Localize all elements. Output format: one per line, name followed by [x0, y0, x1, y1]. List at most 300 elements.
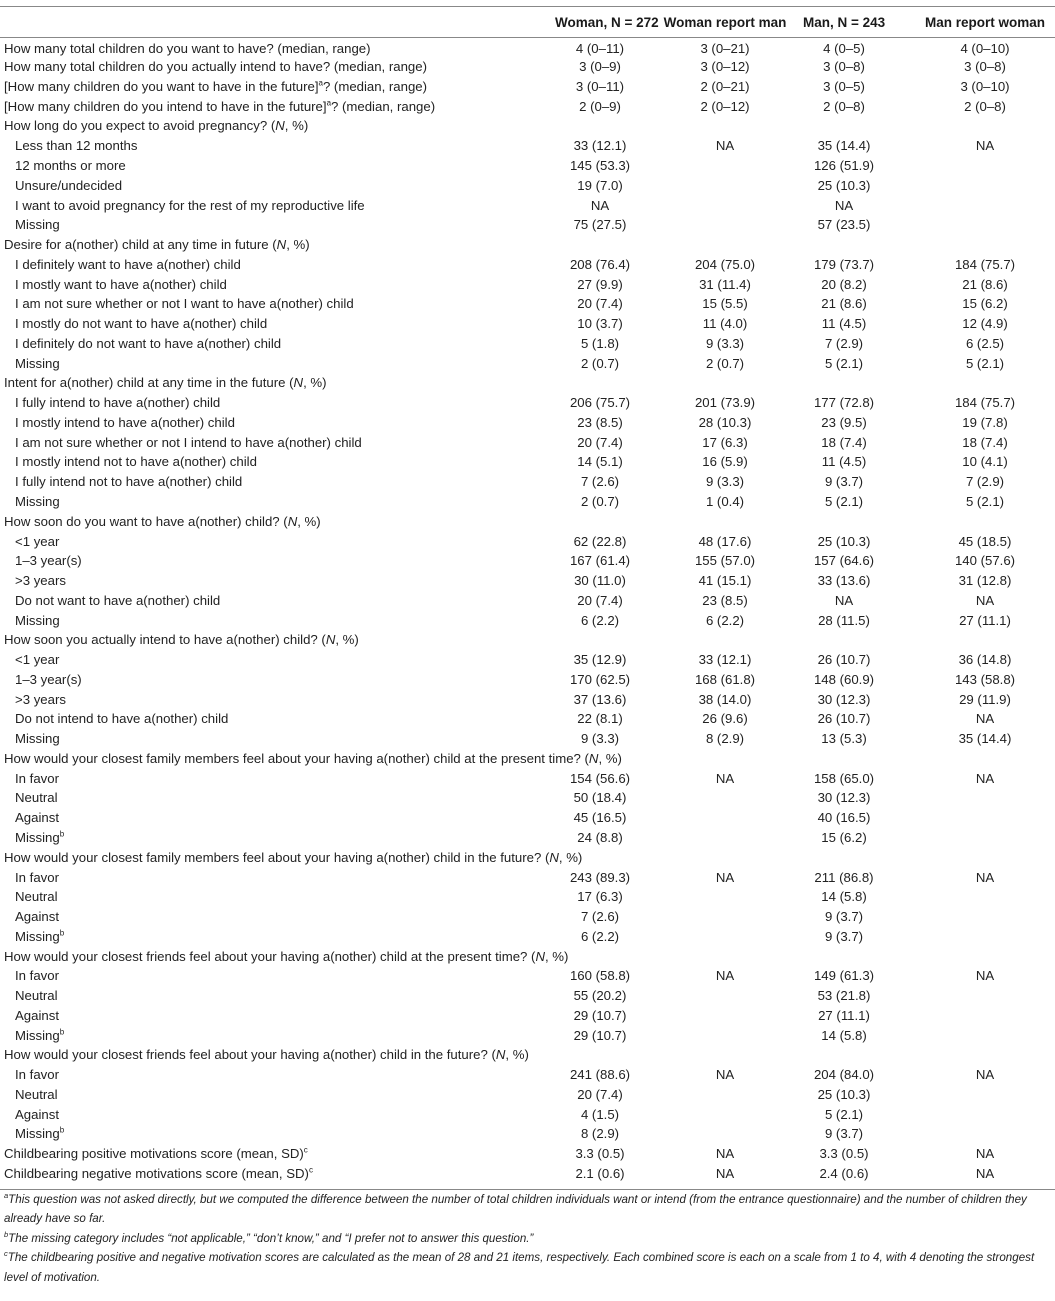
cell-value: 25 (10.3)	[817, 177, 871, 193]
table-row-item	[0, 1006, 1055, 1026]
row-label-suffix: , %)	[284, 118, 309, 134]
cell-value	[915, 808, 1055, 828]
table-row-section	[0, 235, 1055, 255]
cell-value	[915, 176, 1055, 196]
cell-value	[545, 512, 655, 532]
row-label	[0, 512, 545, 532]
cell-value: 7 (2.6)	[580, 474, 620, 490]
cell-value: 20 (7.4)	[577, 434, 623, 450]
row-label-text: Neutral	[15, 889, 58, 905]
row-label-text: 1–3 year(s)	[15, 553, 82, 569]
cell-value: 201 (73.9)	[694, 395, 756, 411]
cell-value: 21 (8.6)	[962, 276, 1008, 292]
cell-value	[915, 215, 1055, 235]
table-row-section	[0, 1144, 1055, 1164]
cell-value	[655, 947, 795, 967]
cell-value: 2 (0–8)	[823, 98, 865, 114]
table-row-item	[0, 472, 1055, 492]
row-label	[0, 374, 545, 394]
cell-value: 19 (7.8)	[962, 414, 1008, 430]
row-label	[0, 1006, 545, 1026]
cell-value	[655, 1105, 795, 1125]
cell-value	[915, 1085, 1055, 1105]
row-label-text: Intent for a(nother) child at any time in the future (	[4, 375, 294, 391]
row-label-text: How long do you expect to avoid pregnancy? (	[4, 118, 276, 134]
footnote	[0, 1229, 1055, 1249]
row-label-text: Against	[15, 810, 59, 826]
row-label-text: Missing	[15, 1126, 60, 1142]
cell-value: 3 (0–12)	[700, 59, 750, 75]
cell-value	[795, 1046, 915, 1066]
row-label	[0, 393, 545, 413]
row-label	[0, 156, 545, 176]
cell-value: 2 (0–9)	[579, 98, 621, 114]
row-label-text: 1–3 year(s)	[15, 671, 82, 687]
cell-value	[655, 196, 795, 216]
cell-value: NA	[975, 968, 995, 984]
table-row-section	[0, 1164, 1055, 1184]
cell-value: 35 (14.4)	[817, 138, 871, 154]
cell-value: 160 (58.8)	[569, 968, 631, 984]
cell-value: 33 (13.6)	[817, 573, 871, 589]
cell-value	[915, 1006, 1055, 1026]
row-label-text: I am not sure whether or not I want to have a(nother) child	[15, 296, 354, 312]
footnotes	[0, 1190, 1055, 1288]
cell-value: 35 (12.9)	[573, 652, 627, 668]
cell-value: 5 (1.8)	[580, 335, 620, 351]
cell-value: 50 (18.4)	[573, 790, 627, 806]
cell-value: 20 (7.4)	[577, 592, 623, 608]
cell-value	[655, 1085, 795, 1105]
cell-value: 167 (61.4)	[569, 553, 631, 569]
table-row-item	[0, 275, 1055, 295]
footnote-marker: c	[303, 1145, 308, 1155]
table-row-item	[0, 156, 1055, 176]
table-row-section	[0, 512, 1055, 532]
cell-value: 28 (10.3)	[698, 414, 752, 430]
cell-value: 4 (0–5)	[823, 41, 865, 57]
cell-value: 2 (0.7)	[705, 355, 745, 371]
table-row-item	[0, 1026, 1055, 1046]
row-label	[0, 1046, 545, 1066]
cell-value: 27 (11.1)	[818, 1007, 870, 1023]
table-row-item	[0, 986, 1055, 1006]
cell-value: NA	[715, 1067, 735, 1083]
table-row-section	[0, 848, 1055, 868]
row-label-suffix: ? (median, range)	[331, 98, 436, 114]
row-label-text: >3 years	[15, 573, 66, 589]
row-label	[0, 907, 545, 927]
cell-value: 179 (73.7)	[813, 256, 875, 272]
cell-value	[915, 156, 1055, 176]
cell-value: 4 (0–10)	[960, 41, 1010, 57]
table-row-item	[0, 1125, 1055, 1145]
cell-value	[655, 808, 795, 828]
cell-value	[915, 117, 1055, 137]
table-row-section	[0, 374, 1055, 394]
cell-value: 30 (12.3)	[817, 691, 871, 707]
row-label	[0, 868, 545, 888]
table-row-item	[0, 927, 1055, 947]
cell-value	[655, 828, 795, 848]
table-row-item	[0, 453, 1055, 473]
row-label	[0, 591, 545, 611]
table-row-item	[0, 294, 1055, 314]
table-body	[0, 38, 1055, 1184]
cell-value: NA	[975, 138, 995, 154]
row-label	[0, 710, 545, 730]
row-label-text: Childbearing negative motivations score (mean, SD)	[4, 1166, 309, 1182]
row-label-suffix: , %)	[335, 632, 359, 648]
row-label-suffix: , %)	[558, 849, 583, 865]
cell-value: NA	[975, 869, 995, 885]
row-label-text: Missing	[15, 731, 60, 747]
row-label	[0, 828, 545, 848]
cell-value: 16 (5.9)	[702, 454, 748, 470]
footnote-mark: c	[4, 1249, 8, 1259]
cell-value: 6 (2.2)	[580, 928, 620, 944]
cell-value: 19 (7.0)	[577, 177, 623, 193]
table-header	[0, 7, 1055, 38]
cell-value	[915, 235, 1055, 255]
cell-value	[655, 1006, 795, 1026]
row-label-text: I definitely do not want to have a(nother) child	[15, 335, 282, 351]
cell-value	[795, 848, 915, 868]
cell-value: NA	[975, 1146, 995, 1162]
cell-value: 57 (23.5)	[817, 217, 871, 233]
cell-value: NA	[715, 1166, 735, 1182]
footnote	[0, 1190, 1055, 1229]
table-row-item	[0, 611, 1055, 631]
cell-value: 1 (0.4)	[705, 493, 745, 509]
row-label-suffix: , %)	[297, 513, 321, 529]
row-label	[0, 1065, 545, 1085]
cell-value	[545, 117, 655, 137]
table-row-item	[0, 215, 1055, 235]
cell-value: 33 (12.1)	[573, 138, 627, 154]
row-label-italic: N	[325, 632, 336, 648]
row-label-text: Missing	[15, 830, 60, 845]
cell-value: 10 (3.7)	[577, 316, 623, 332]
cell-value	[915, 374, 1055, 394]
data-table	[0, 6, 1055, 1184]
table-row-item	[0, 176, 1055, 196]
cell-value	[795, 117, 915, 137]
row-label-text: Desire for a(nother) child at any time in future (	[4, 237, 277, 253]
row-label-text: How would your closest friends feel about your having a(nother) child at the present time? (	[4, 948, 536, 964]
table-row-section	[0, 38, 1055, 58]
cell-value: 33 (12.1)	[698, 652, 752, 668]
cell-value: 9 (3.7)	[824, 909, 864, 925]
cell-value	[915, 1105, 1055, 1125]
row-label-text: I fully intend not to have a(nother) child	[15, 474, 243, 490]
cell-value: NA	[975, 592, 995, 608]
row-label	[0, 255, 545, 275]
table-row-item	[0, 710, 1055, 730]
cell-value: 18 (7.4)	[821, 434, 867, 450]
cell-value: 31 (12.8)	[958, 573, 1012, 589]
cell-value: 206 (75.7)	[569, 395, 631, 411]
cell-value: 145 (53.3)	[569, 157, 631, 173]
cell-value: 149 (61.3)	[813, 968, 875, 984]
cell-value: 11 (4.5)	[821, 454, 867, 470]
cell-value: 184 (75.7)	[954, 395, 1016, 411]
cell-value: 154 (56.6)	[569, 770, 631, 786]
row-label-text: Missing	[15, 217, 60, 233]
table-row-item	[0, 196, 1055, 216]
cell-value: 29 (10.7)	[573, 1007, 627, 1023]
cell-value: 184 (75.7)	[954, 256, 1016, 272]
cell-value	[915, 749, 1055, 769]
cell-value: 23 (8.5)	[577, 414, 623, 430]
row-label	[0, 551, 545, 571]
cell-value: 9 (3.3)	[705, 335, 745, 351]
cell-value: 27 (9.9)	[577, 276, 623, 292]
row-label-text: Missing	[15, 612, 60, 628]
header-man-report-woman: Man report woman	[924, 14, 1045, 30]
row-label-italic: N	[293, 375, 304, 391]
cell-value: NA	[975, 1166, 995, 1182]
cell-value	[655, 374, 795, 394]
cell-value: 27 (11.1)	[959, 612, 1011, 628]
row-label	[0, 571, 545, 591]
cell-value: 2 (0–12)	[700, 98, 750, 114]
cell-value	[915, 1046, 1055, 1066]
footnote-marker: b	[59, 1126, 65, 1136]
row-label	[0, 433, 545, 453]
cell-value: 9 (3.7)	[824, 474, 864, 490]
row-label	[0, 1085, 545, 1105]
table-row-item	[0, 433, 1055, 453]
cell-value: 6 (2.5)	[965, 335, 1005, 351]
table-row-item	[0, 887, 1055, 907]
row-label	[0, 986, 545, 1006]
cell-value	[915, 789, 1055, 809]
cell-value: 25 (10.3)	[817, 533, 871, 549]
row-label	[0, 1105, 545, 1125]
row-label-text: How many total children do you want to have? (median, range)	[4, 41, 371, 57]
row-label-text: [How many children do you want to have in the future]	[4, 78, 319, 94]
cell-value: 30 (11.0)	[574, 573, 626, 589]
cell-value	[915, 907, 1055, 927]
cell-value: 204 (84.0)	[813, 1067, 875, 1083]
cell-value: 5 (2.1)	[965, 493, 1005, 509]
cell-value: 17 (6.3)	[577, 889, 623, 905]
cell-value: NA	[715, 869, 735, 885]
row-label	[0, 532, 545, 552]
cell-value: 53 (21.8)	[817, 988, 871, 1004]
cell-value: 75 (27.5)	[573, 217, 627, 233]
cell-value: 6 (2.2)	[705, 612, 745, 628]
table-row-item	[0, 690, 1055, 710]
row-label	[0, 650, 545, 670]
cell-value: 3 (0–8)	[964, 59, 1006, 75]
row-label	[0, 729, 545, 749]
cell-value: 21 (8.6)	[821, 296, 867, 312]
row-label-text: Missing	[15, 355, 60, 371]
cell-value	[795, 947, 915, 967]
row-label	[0, 966, 545, 986]
row-label-text: Missing	[15, 493, 60, 509]
row-label	[0, 314, 545, 334]
row-label	[0, 57, 545, 77]
cell-value: 204 (75.0)	[694, 256, 756, 272]
cell-value	[795, 630, 915, 650]
table-row-section	[0, 117, 1055, 137]
cell-value	[545, 630, 655, 650]
row-label	[0, 749, 622, 769]
cell-value	[655, 235, 795, 255]
cell-value: NA	[975, 711, 995, 727]
row-label-text: How would your closest friends feel about your having a(nother) child in the future? (	[4, 1047, 496, 1063]
row-label-italic: N	[535, 948, 545, 964]
cell-value	[545, 1046, 655, 1066]
table-row-item	[0, 670, 1055, 690]
cell-value: 157 (64.6)	[813, 553, 875, 569]
row-label	[0, 769, 545, 789]
row-label-text: I definitely want to have a(nother) child	[15, 256, 241, 272]
row-label-italic: N	[287, 513, 298, 529]
cell-value: 2 (0.7)	[580, 355, 620, 371]
cell-value: 2 (0–21)	[700, 78, 750, 94]
cell-value: 26 (9.6)	[702, 711, 748, 727]
cell-value: 5 (2.1)	[965, 355, 1005, 371]
cell-value: 31 (11.4)	[699, 276, 751, 292]
row-label-text: Do not intend to have a(nother) child	[15, 711, 229, 727]
cell-value	[915, 630, 1055, 650]
row-label-text: I want to avoid pregnancy for the rest of my reproductive life	[15, 197, 365, 213]
cell-value	[795, 512, 915, 532]
cell-value: NA	[715, 1146, 735, 1162]
cell-value: 20 (8.2)	[821, 276, 867, 292]
row-label-text: I mostly intend to have a(nother) child	[15, 414, 235, 430]
cell-value: 155 (57.0)	[694, 553, 756, 569]
cell-value: 9 (3.7)	[824, 1126, 864, 1142]
cell-value	[915, 828, 1055, 848]
cell-value: 3 (0–11)	[575, 78, 625, 94]
header-row	[0, 7, 1055, 38]
cell-value	[655, 156, 795, 176]
row-label-text: I fully intend to have a(nother) child	[15, 395, 221, 411]
cell-value: 7 (2.6)	[580, 909, 620, 925]
cell-value: 37 (13.6)	[573, 691, 627, 707]
cell-value: 7 (2.9)	[824, 335, 864, 351]
cell-value: NA	[715, 770, 735, 786]
table-row-item	[0, 413, 1055, 433]
table-row-item	[0, 769, 1055, 789]
cell-value	[795, 749, 915, 769]
cell-value: 208 (76.4)	[569, 256, 631, 272]
cell-value: 15 (6.2)	[821, 830, 867, 845]
row-label-italic: N	[275, 118, 285, 134]
row-label	[0, 215, 545, 235]
cell-value: 5 (2.1)	[824, 355, 864, 371]
cell-value: 2.1 (0.6)	[575, 1166, 625, 1182]
cell-value	[655, 1046, 795, 1066]
row-label	[0, 492, 545, 512]
table-row-item	[0, 334, 1055, 354]
row-label	[0, 117, 545, 137]
header-label-column	[0, 7, 545, 38]
cell-value	[795, 374, 915, 394]
row-label-italic: N	[588, 750, 599, 766]
row-label-suffix: ? (median, range)	[322, 78, 428, 94]
row-label-suffix: , %)	[286, 237, 310, 253]
row-label-text: How would your closest family members feel about your having a(nother) child in the future? (	[4, 849, 550, 865]
cell-value: 9 (3.7)	[824, 928, 864, 944]
table-row-item	[0, 966, 1055, 986]
cell-value: 23 (9.5)	[821, 414, 867, 430]
footnote-marker: b	[59, 1027, 65, 1037]
cell-value: 158 (65.0)	[813, 770, 875, 786]
cell-value: 211 (86.8)	[814, 869, 874, 885]
cell-value: 22 (8.1)	[577, 711, 623, 727]
cell-value	[655, 749, 795, 769]
cell-value: 143 (58.8)	[954, 671, 1016, 687]
table-row-section	[0, 1046, 1055, 1066]
row-label	[0, 275, 545, 295]
row-label-text: Neutral	[15, 988, 58, 1004]
table-row-section	[0, 57, 1055, 77]
row-label	[0, 690, 545, 710]
cell-value	[655, 1125, 795, 1145]
table-row-item	[0, 492, 1055, 512]
cell-value: 20 (7.4)	[577, 1086, 623, 1102]
row-label-text: <1 year	[15, 652, 60, 668]
cell-value: NA	[715, 968, 735, 984]
table-row-item	[0, 551, 1055, 571]
row-label	[0, 1164, 545, 1184]
cell-value	[655, 887, 795, 907]
footnote-text: The childbearing positive and negative motivation scores are calculated as the mean of 28 and 21 items, respectively. Each combined score is each on a scale from 1 to 4, with 4 denoting the strongest level of motivation.	[4, 1251, 1035, 1284]
cell-value	[655, 927, 795, 947]
row-label	[0, 334, 545, 354]
cell-value: 6 (2.2)	[580, 612, 620, 628]
cell-value	[915, 986, 1055, 1006]
cell-value	[915, 1125, 1055, 1145]
footnote-mark: a	[4, 1191, 9, 1201]
table-row-item	[0, 532, 1055, 552]
cell-value	[655, 215, 795, 235]
row-label-text: Against	[15, 1007, 59, 1023]
row-label-text: Neutral	[15, 790, 58, 806]
row-label-italic: N	[276, 237, 287, 253]
row-label-italic: N	[549, 849, 559, 865]
row-label	[0, 77, 545, 97]
row-label-text: >3 years	[15, 691, 66, 707]
row-label	[0, 848, 583, 868]
cell-value: 4 (1.5)	[580, 1106, 620, 1122]
row-label	[0, 1026, 545, 1046]
row-label-text: [How many children do you intend to have in the future]	[4, 98, 327, 114]
row-label-text: <1 year	[15, 533, 60, 549]
table-row-item	[0, 808, 1055, 828]
row-label	[0, 630, 545, 650]
cell-value: 11 (4.5)	[821, 316, 867, 332]
cell-value	[655, 907, 795, 927]
table-row-item	[0, 255, 1055, 275]
row-label-text: Unsure/undecided	[15, 177, 123, 193]
table-row-section	[0, 97, 1055, 117]
cell-value: 48 (17.6)	[698, 533, 752, 549]
cell-value	[545, 374, 655, 394]
cell-value: 14 (5.1)	[577, 454, 623, 470]
footnote-marker: c	[308, 1165, 313, 1175]
cell-value: 10 (4.1)	[962, 454, 1008, 470]
footnote-text: The missing category includes “not applicable,” “don’t know,” and “I prefer not to answer this question.”	[8, 1231, 534, 1245]
cell-value: 36 (14.8)	[958, 652, 1012, 668]
cell-value	[915, 927, 1055, 947]
